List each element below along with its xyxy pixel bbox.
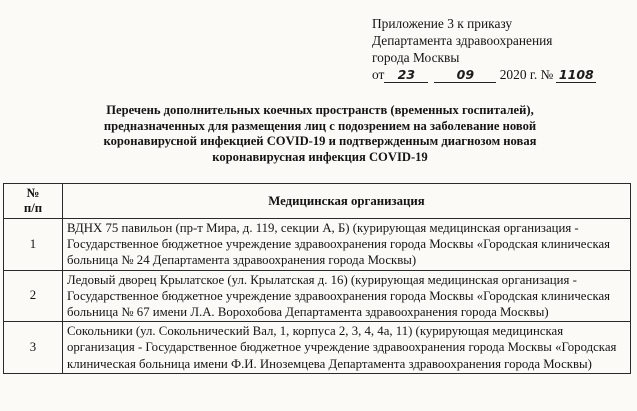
row-organization: ВДНХ 75 павильон (пр-т Мира, д. 119, секции А, Б) (курирующая медицинская организация - Государственное бюджетное учреждение здравоохранения города Москвы «Городская клиническая больница № 24 Департамента здравоохранения города Москвы) [63, 219, 631, 271]
row-organization: Сокольники (ул. Сокольнический Вал, 1, корпуса 2, 3, 4, 4а, 11) (курирующая медицинская организация - Государственное бюджетное учреждение здравоохранения города Москвы «Городская клиническая больница имени Ф.И. Иноземцева Департамента здравоохранения города Москвы) [63, 322, 631, 374]
annex-line-1: Приложение 3 к приказу [372, 16, 513, 31]
document-title: Перечень дополнительных коечных пространств (временных госпиталей), предназначенных для размещения лиц с подозрением на заболевание новой коронавирусной инфекцией COVID-19 и подтвержденным диагнозом новая коронавирусная инфекция COVID-19 [103, 103, 537, 164]
organizations-table [3, 183, 631, 374]
table-row [4, 270, 631, 322]
annex-date-line [372, 66, 596, 83]
handwritten-day: 23 [384, 68, 428, 83]
annex-line-3: города Москвы [372, 50, 460, 65]
from-prefix: от [372, 67, 385, 82]
year-and-number-label: 2020 г. № [499, 67, 554, 82]
row-number: 3 [4, 322, 63, 374]
annex-block [372, 15, 596, 83]
column-header-number [4, 184, 63, 219]
column-header-organization: Медицинская организация [63, 184, 631, 219]
handwritten-month: 09 [434, 68, 496, 83]
row-number: 1 [4, 219, 63, 271]
column-header-number-line1: № [26, 186, 40, 200]
row-organization: Ледовый дворец Крылатское (ул. Крылатская д. 16) (курирующая медицинская организация - Государственное бюджетное учреждение здравоохранения города Москвы «Городская клиническая больница № 67 имени Л.А. Ворохобова Департамента здравоохранения города Москвы) [63, 270, 631, 322]
column-header-number-line2: п/п [23, 201, 43, 215]
handwritten-order-number: 1108 [556, 68, 596, 83]
annex-line-2: Департамента здравоохранения [372, 33, 553, 48]
table-header-row [4, 184, 631, 219]
table-row [4, 219, 631, 271]
row-number: 2 [4, 270, 63, 322]
table-row [4, 322, 631, 374]
